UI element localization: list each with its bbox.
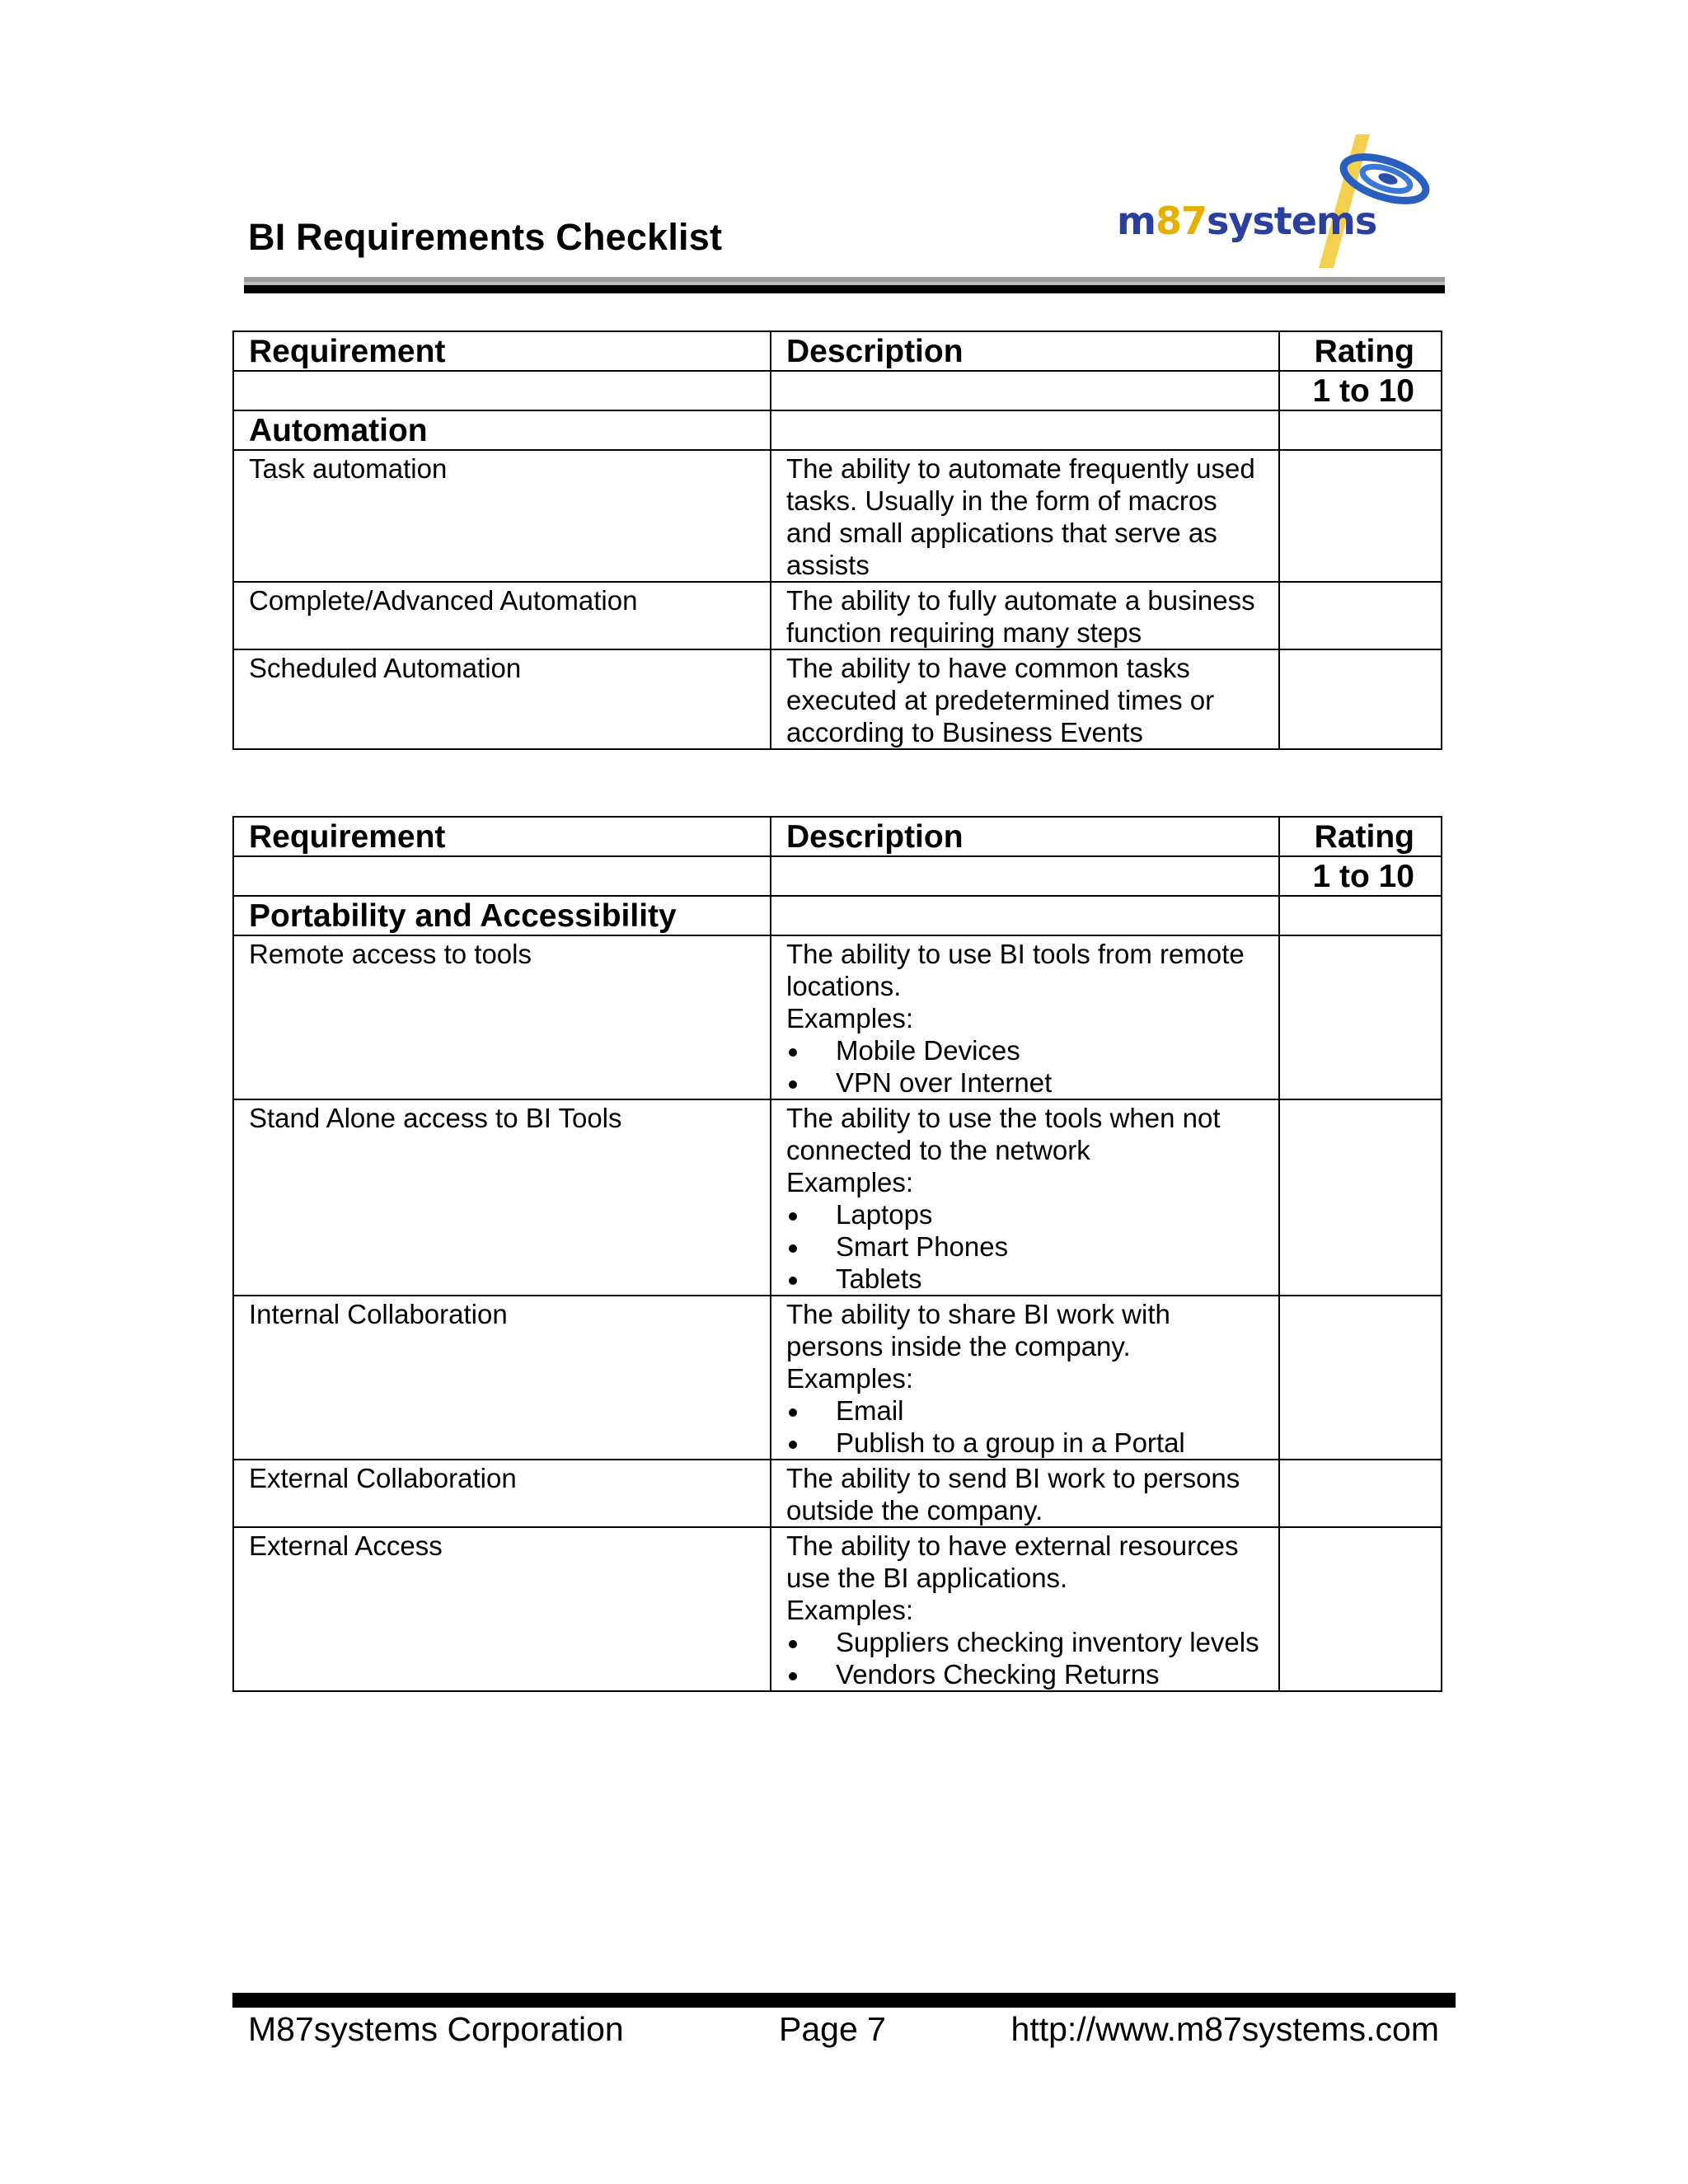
requirement-cell: Remote access to tools <box>233 935 771 1099</box>
description-cell: The ability to use BI tools from remote locations. Examples: Mobile Devices VPN over Internet <box>771 935 1279 1099</box>
rating-cell[interactable] <box>1279 1460 1442 1527</box>
list-item: VPN over Internet <box>786 1066 1265 1099</box>
rating-cell[interactable] <box>1279 1099 1442 1296</box>
description-cell: The ability to have external resources use the BI applications. Examples: Suppliers checking inventory levels Vendors Checking Returns <box>771 1527 1279 1691</box>
table-row <box>233 1460 1442 1527</box>
section-row <box>233 410 1442 450</box>
footer-company: M87systems Corporation <box>248 2010 624 2048</box>
list-item: Suppliers checking inventory levels <box>786 1626 1265 1658</box>
footer-rule <box>232 1993 1456 2008</box>
footer-url[interactable]: http://www.m87systems.com <box>1010 2010 1439 2048</box>
table-row <box>233 1527 1442 1691</box>
requirement-cell: Scheduled Automation <box>233 649 771 749</box>
list-item: Mobile Devices <box>786 1034 1265 1066</box>
requirement-cell: External Collaboration <box>233 1460 771 1527</box>
section-title: Portability and Accessibility <box>233 896 771 935</box>
requirement-cell: External Access <box>233 1527 771 1691</box>
rating-cell[interactable] <box>1279 1527 1442 1691</box>
requirement-cell: Complete/Advanced Automation <box>233 582 771 649</box>
rating-cell[interactable] <box>1279 1296 1442 1460</box>
section-row <box>233 896 1442 935</box>
requirements-table-automation <box>232 330 1442 750</box>
column-header-rating: Rating <box>1279 817 1442 856</box>
column-header-description: Description <box>771 331 1279 371</box>
rating-scale-row <box>233 856 1442 896</box>
list-item: Laptops <box>786 1198 1265 1230</box>
requirement-cell: Stand Alone access to BI Tools <box>233 1099 771 1296</box>
column-header-requirement: Requirement <box>233 331 771 371</box>
company-logo <box>1113 128 1442 268</box>
table-row <box>233 582 1442 649</box>
header-rule <box>244 277 1445 293</box>
logo-text-m: m <box>1117 199 1156 243</box>
description-cell: The ability to share BI work with persons inside the company. Examples: Email Publish to a group in a Portal <box>771 1296 1279 1460</box>
document-title: BI Requirements Checklist <box>248 216 723 258</box>
requirements-table-portability <box>232 816 1442 1692</box>
logo-swirl-icon <box>1113 128 1442 268</box>
column-header-description: Description <box>771 817 1279 856</box>
rating-cell[interactable] <box>1279 935 1442 1099</box>
table-row <box>233 450 1442 582</box>
section-title: Automation <box>233 410 771 450</box>
requirement-cell: Task automation <box>233 450 771 582</box>
description-cell: The ability to automate frequently used tasks. Usually in the form of macros and small applications that serve as assists <box>771 450 1279 582</box>
table-row <box>233 935 1442 1099</box>
table-header-row <box>233 817 1442 856</box>
footer-page-number: Page 7 <box>779 2010 886 2048</box>
description-cell: The ability to send BI work to persons outside the company. <box>771 1460 1279 1527</box>
rating-cell[interactable] <box>1279 582 1442 649</box>
table-row <box>233 649 1442 749</box>
list-item: Email <box>786 1394 1265 1427</box>
requirement-cell: Internal Collaboration <box>233 1296 771 1460</box>
table-row <box>233 1099 1442 1296</box>
description-cell: The ability to have common tasks executed at predetermined times or according to Business Events <box>771 649 1279 749</box>
list-item: Smart Phones <box>786 1230 1265 1263</box>
rating-cell[interactable] <box>1279 649 1442 749</box>
description-cell: The ability to fully automate a business function requiring many steps <box>771 582 1279 649</box>
column-header-requirement: Requirement <box>233 817 771 856</box>
list-item: Publish to a group in a Portal <box>786 1427 1265 1459</box>
logo-text-systems: systems <box>1206 199 1377 243</box>
column-header-rating: Rating <box>1279 331 1442 371</box>
description-cell: The ability to use the tools when not connected to the network Examples: Laptops Smart Phones Tablets <box>771 1099 1279 1296</box>
rating-cell[interactable] <box>1279 450 1442 582</box>
rating-scale: 1 to 10 <box>1279 371 1442 410</box>
list-item: Vendors Checking Returns <box>786 1658 1265 1690</box>
table-row <box>233 1296 1442 1460</box>
rating-scale-row <box>233 371 1442 410</box>
table-header-row <box>233 331 1442 371</box>
list-item: Tablets <box>786 1263 1265 1295</box>
rating-scale: 1 to 10 <box>1279 856 1442 896</box>
logo-text-87: 87 <box>1155 199 1207 243</box>
